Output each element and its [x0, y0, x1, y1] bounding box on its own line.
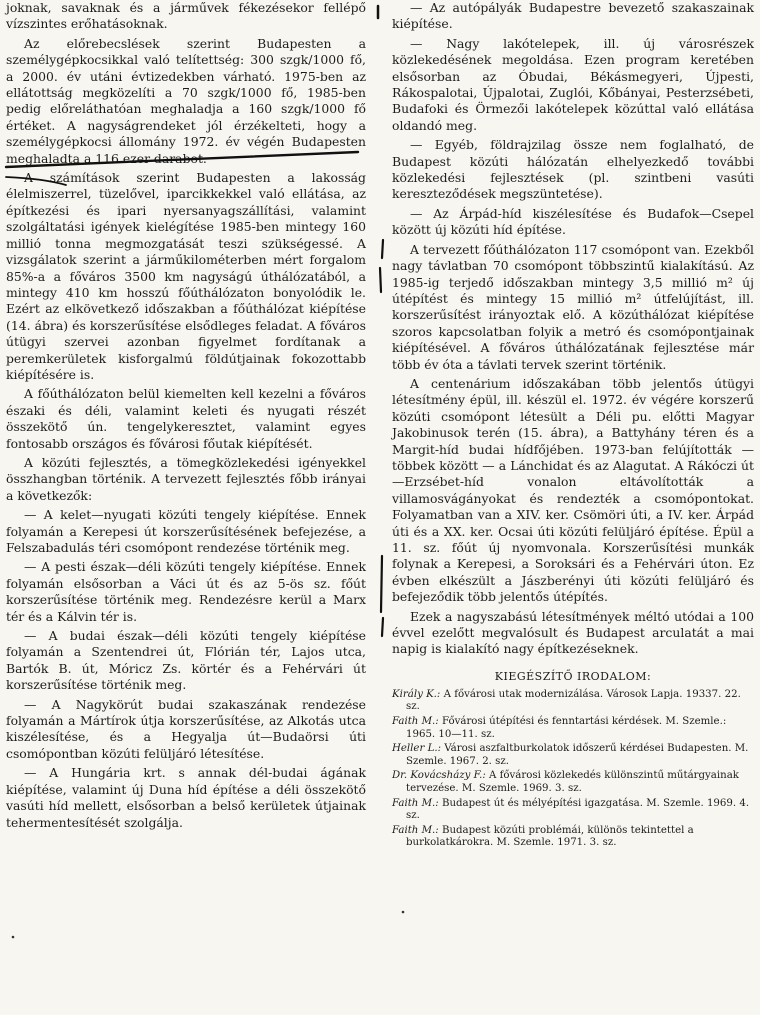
paragraph: Ezek a nagyszabású létesítmények méltó utódai a 100 évvel ezelőtt megvalósult és Budapest arculatát a mai napig is kialakító nagy építkezéseknek.: [392, 608, 754, 657]
bibliography-author: Dr. Kovácsházy F.:: [392, 770, 486, 782]
list-item: — Az autópályák Budapestre bevezető szakaszainak kiépítése.: [392, 0, 754, 32]
list-item: — Nagy lakótelepek, ill. új városrészek közlekedésének megoldása. Ezen program keretében elsősorban az Óbudai, Békásmegyeri, Újpesti, Rákospalotai, Újpalotai, Zuglói, Kőbányai, Pesterzsébeti, Budafoki és Örmezői lakótelepek közúttal való ellátása oldandó meg.: [392, 35, 754, 133]
paragraph: joknak, savaknak és a járművek fékezésekor fellépő vízszintes erőhatásoknak.: [6, 0, 366, 32]
bibliography-author: Faith M.:: [392, 797, 439, 809]
bibliography-entry: [392, 743, 754, 768]
margin-mark: [380, 240, 383, 292]
list-item: — Egyéb, földrajzilag össze nem foglalható, de Budapest közúti hálózatán elhelyezkedő további közlekedési fejlesztések (pl. szintbeni vasúti kereszteződések megszüntetése).: [392, 137, 754, 202]
paragraph: A tervezett főúthálózaton 117 csomópont van. Ezekből nagy távlatban 70 csomópont többszintű kialakítású. Az 1985-ig terjedő időszakban mintegy 3,5 millió m² új útépítést és mintegy 15 millió m² útfelújítást, ill. korszerűsítést irányoztak elő. A közúthálózat kiépítése szoros kapcsolatban folyik a metró és csomópontjainak kiépítésével. A főváros úthálózatának fejlesztése már több év óta a távlati tervek szerint történik.: [392, 241, 754, 372]
bibliography-text: Budapest út és mélyépítési igazgatása. M. Szemle. 1969. 4. sz.: [406, 797, 750, 822]
bibliography-text: Városi aszfaltburkolatok időszerű kérdései Budapesten. M. Szemle. 1967. 2. sz.: [406, 743, 749, 767]
paragraph: A számítások szerint Budapesten a lakosság élelmiszerrel, tüzelővel, iparcikkekkel való ellátása, az építkezési és ipari nyersanyagszállítási, valamint szolgáltatási igények kielégítése 1985-ben mintegy 160 millió tonna megmozgatását teszi szükségessé. A vizsgálatok szerint a járműkilométerben mért forgalom 85%-a a főváros 3500 km nagyságú úthálózatából, a mintegy 410 km hosszú főúthálózaton bonyolódik le. Ezért az elkövetkező időszakban a főúthálózat kiépítése (14. ábra) és korszerűsítése elsődleges feladat. A főváros útügyi szervei azonban figyelmet fordítanak a peremkerületek kisforgalmú földútjainak fokozottabb kiépítésére is.: [6, 170, 366, 382]
margin-mark: [381, 556, 383, 636]
bibliography-text: A fővárosi közlekedés különszintű műtárgyainak tervezése. M. Szemle. 1969. 3. sz.: [406, 770, 739, 794]
bibliography-entry: [392, 825, 754, 850]
list-item: — A Nagykörút budai szakaszának rendezése folyamán a Mártírok útja korszerűsítése, az Alkotás utca kiszélesítése, és a Hegyalja út—Budaörsi úti csomópontban közúti felüljáró létesítése.: [6, 696, 366, 761]
list-item: — A kelet—nyugati közúti tengely kiépítése. Ennek folyamán a Kerepesi út korszerűsítésének befejezése, a Felszabadulás téri csomópont rendezése történik meg.: [6, 507, 366, 555]
bibliography-entry: [392, 716, 754, 741]
bibliography-author: Király K.:: [392, 688, 441, 700]
bibliography-entry: [392, 798, 754, 823]
list-item: — A Hungária krt. s annak dél-budai ágának kiépítése, valamint új Duna híd építése a déli összekötő vasúti híd mellett, elsősorban a belső kerületek útjainak tehermentesítését szolgálja.: [6, 765, 366, 830]
ink-dot: [12, 936, 15, 939]
bibliography-text: Fővárosi útépítési és fenntartási kérdések. M. Szemle.: 1965. 10—11. sz.: [406, 716, 727, 740]
list-item: — A pesti észak—déli közúti tengely kiépítése. Ennek folyamán elsősorban a Váci út és az 5-ös sz. főút korszerűsítése történik meg. Rendezésre kerül a Marx tér és a Kálvin tér is.: [6, 559, 366, 624]
bibliography-author: Faith M.:: [392, 716, 439, 728]
ink-dot: [402, 911, 405, 914]
bibliography-text: A fővárosi utak modernizálása. Városok Lapja. 19337. 22. sz.: [406, 688, 741, 713]
list-item: — A budai észak—déli közúti tengely kiépítése folyamán a Szentendrei út, Flórián tér, Lajos utca, Bartók B. út, Móricz Zs. körtér és a Fehérvári út korszerűsítése történik meg.: [6, 628, 366, 693]
paragraph: A centenárium időszakában több jelentős útügyi létesítmény épül, ill. készül el. 1972. év végére korszerű közúti csomópont létesült a Déli pu. előtti Magyar Jakobinusok terén (15. ábra), a Battyhány téren és a Margit-híd budai hídfőjében. 1973-ban felújították — többek között — a Lánchidat és az Alagutat. A Rákóczi út—Erzsébet-híd vonalon eltávolították a villamosvágányokat és rendezték a csomópontokat. Folyamatban van a XIV. ker. Csömöri úti, a IV. ker. Árpád úti és a XX. ker. Ocsai úti közúti felüljáró építése. Épül a 11. sz. főút új nyomvonala. Korszerűsítési munkák folynak a Kerepesi, a Soroksári és a Fehérvári úton. Ez évben elkészült a Jászberényi úti közúti felüljáró és befejeződik több jelentős útépítés.: [392, 375, 754, 605]
bibliography-author: Heller L.:: [392, 743, 442, 755]
bibliography-list: [392, 689, 754, 850]
bibliography-author: Faith M.:: [392, 824, 439, 836]
bibliography-text: Budapest közúti problémái, különös tekintettel a burkolatkárokra. M. Szemle. 1971. 3. sz.: [406, 824, 694, 849]
paragraph: A közúti fejlesztés, a tömegközlekedési igényekkel összhangban történik. A tervezett fejlesztés főbb irányai a következők:: [6, 454, 366, 503]
paragraph: A főúthálózaton belül kiemelten kell kezelni a főváros északi és déli, valamint keleti és nyugati részét összekötő ún. tengelykeresztet, valamint egyes fontosabb országos és fővárosi főutak kiépítését.: [6, 386, 366, 451]
bibliography-title: KIEGÉSZÍTŐ IRODALOM:: [494, 669, 652, 683]
left-column: [6, 0, 366, 831]
list-item: — Az Árpád-híd kiszélesítése és Budafok—Csepel között új közúti híd építése.: [392, 205, 754, 238]
bibliography-entry: [392, 770, 754, 795]
paragraph: Az előrebecslések szerint Budapesten a személygépkocsikkal való telítettség: 300 szgk/1000 fő, a 2000. év utáni évtizedekben várható. 1975-ben az ellátottság megközelíti a 70 szgk/1000 fő, 1985-ben pedig előreláthatóan meghaladja a 160 szgk/1000 fő értéket. A nagyságrendeket jól érzékelteti, hogy a személygépkocsi állomány 1972. év végén Budapesten meghaladta a 116 ezer darabot.: [6, 35, 366, 166]
right-column: [392, 0, 754, 852]
bibliography-entry: [392, 689, 754, 714]
